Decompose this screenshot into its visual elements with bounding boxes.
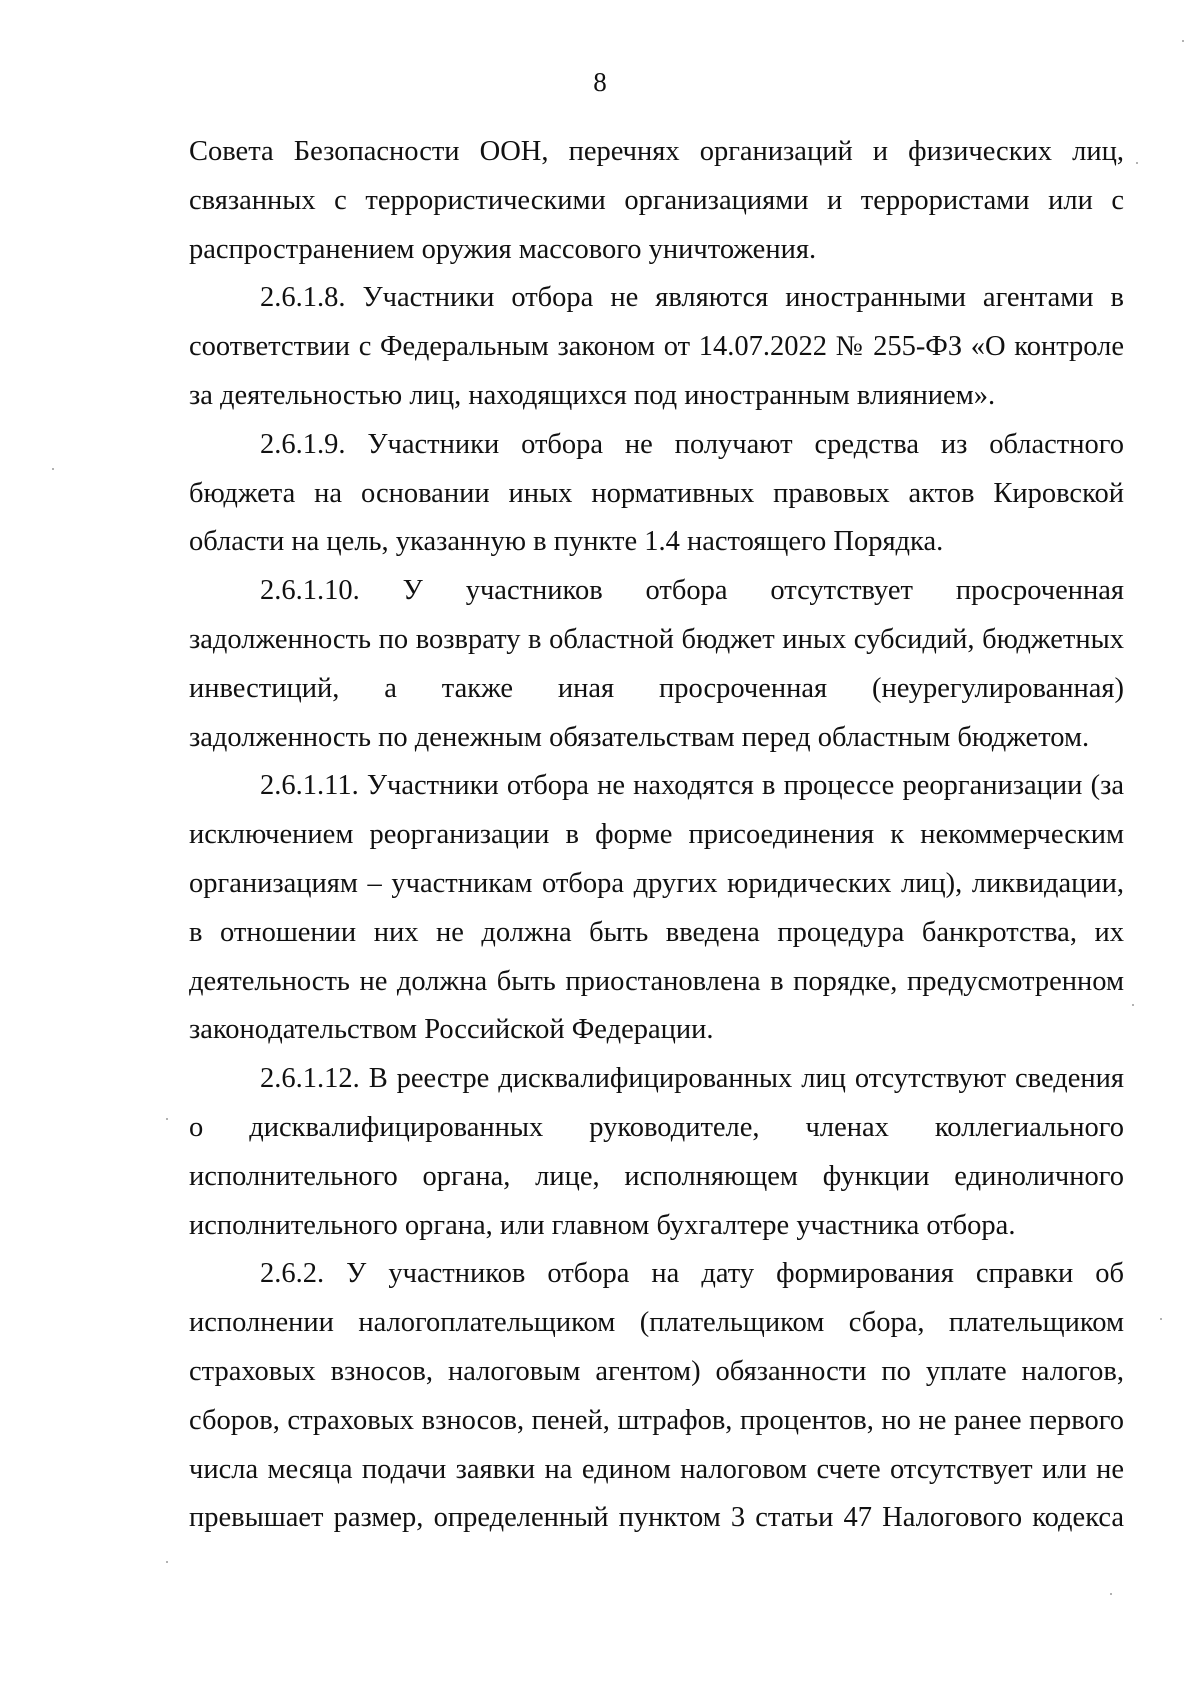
scan-speck [52, 468, 54, 470]
scan-speck [166, 1561, 168, 1563]
paragraph-continuation: Совета Безопасности ООН, перечнях организаций и физических лиц, связанных с террористическими организациями и террористами или с распространением оружия массового уничтожения. [189, 136, 1124, 265]
paragraph-2-6-1-11: 2.6.1.11. Участники отбора не находятся в процессе реорганизации (за исключением реорганизации в форме присоединения к некоммерческим организациям – участникам отбора других юридических лиц), ликвидации, в отношении них не должна быть введена процедура банкротства, их деятельность не должна быть приостановлена в порядке, предусмотренном законодательством Российской Федерации. [189, 770, 1124, 1046]
scan-speck [1132, 1004, 1134, 1006]
document-body [189, 128, 1124, 1543]
scan-speck [1110, 1593, 1112, 1595]
scan-speck [1160, 1318, 1162, 1320]
scan-speck [1136, 162, 1138, 164]
paragraph-2-6-1-10: 2.6.1.10. У участников отбора отсутствует просроченная задолженность по возврату в областной бюджет иных субсидий, бюджетных инвестиций, а также иная просроченная (неурегулированная) задолженность по денежным обязательствам перед областным бюджетом. [189, 575, 1124, 753]
scan-speck [166, 1118, 168, 1120]
scan-speck [1182, 40, 1184, 42]
page-number: 8 [593, 67, 607, 97]
paragraph-2-6-1-8: 2.6.1.8. Участники отбора не являются иностранными агентами в соответствии с Федеральным законом от 14.07.2022 № 255-ФЗ «О контроле за деятельностью лиц, находящихся под иностранным влиянием». [189, 282, 1124, 411]
paragraph-2-6-1-9: 2.6.1.9. Участники отбора не получают средства из областного бюджета на основании иных нормативных правовых актов Кировской области на цель, указанную в пункте 1.4 настоящего Порядка. [189, 428, 1124, 558]
paragraph-2-6-1-12: 2.6.1.12. В реестре дисквалифицированных лиц отсутствуют сведения о дисквалифицированных руководителе, членах коллегиального исполнительного органа, лице, исполняющем функции единоличного исполнительного органа, или главном бухгалтере участника отбора. [189, 1063, 1124, 1241]
paragraph-2-6-2: 2.6.2. У участников отбора на дату формирования справки об исполнении налогоплательщиком (плательщиком сбора, плательщиком страховых взносов, налоговым агентом) обязанности по уплате налогов, сборов, страховых взносов, пеней, штрафов, процентов, но не ранее первого числа месяца подачи заявки на едином налоговом счете отсутствует или не превышает размер, определенный пунктом 3 статьи 47 Налогового кодекса [189, 1258, 1124, 1534]
